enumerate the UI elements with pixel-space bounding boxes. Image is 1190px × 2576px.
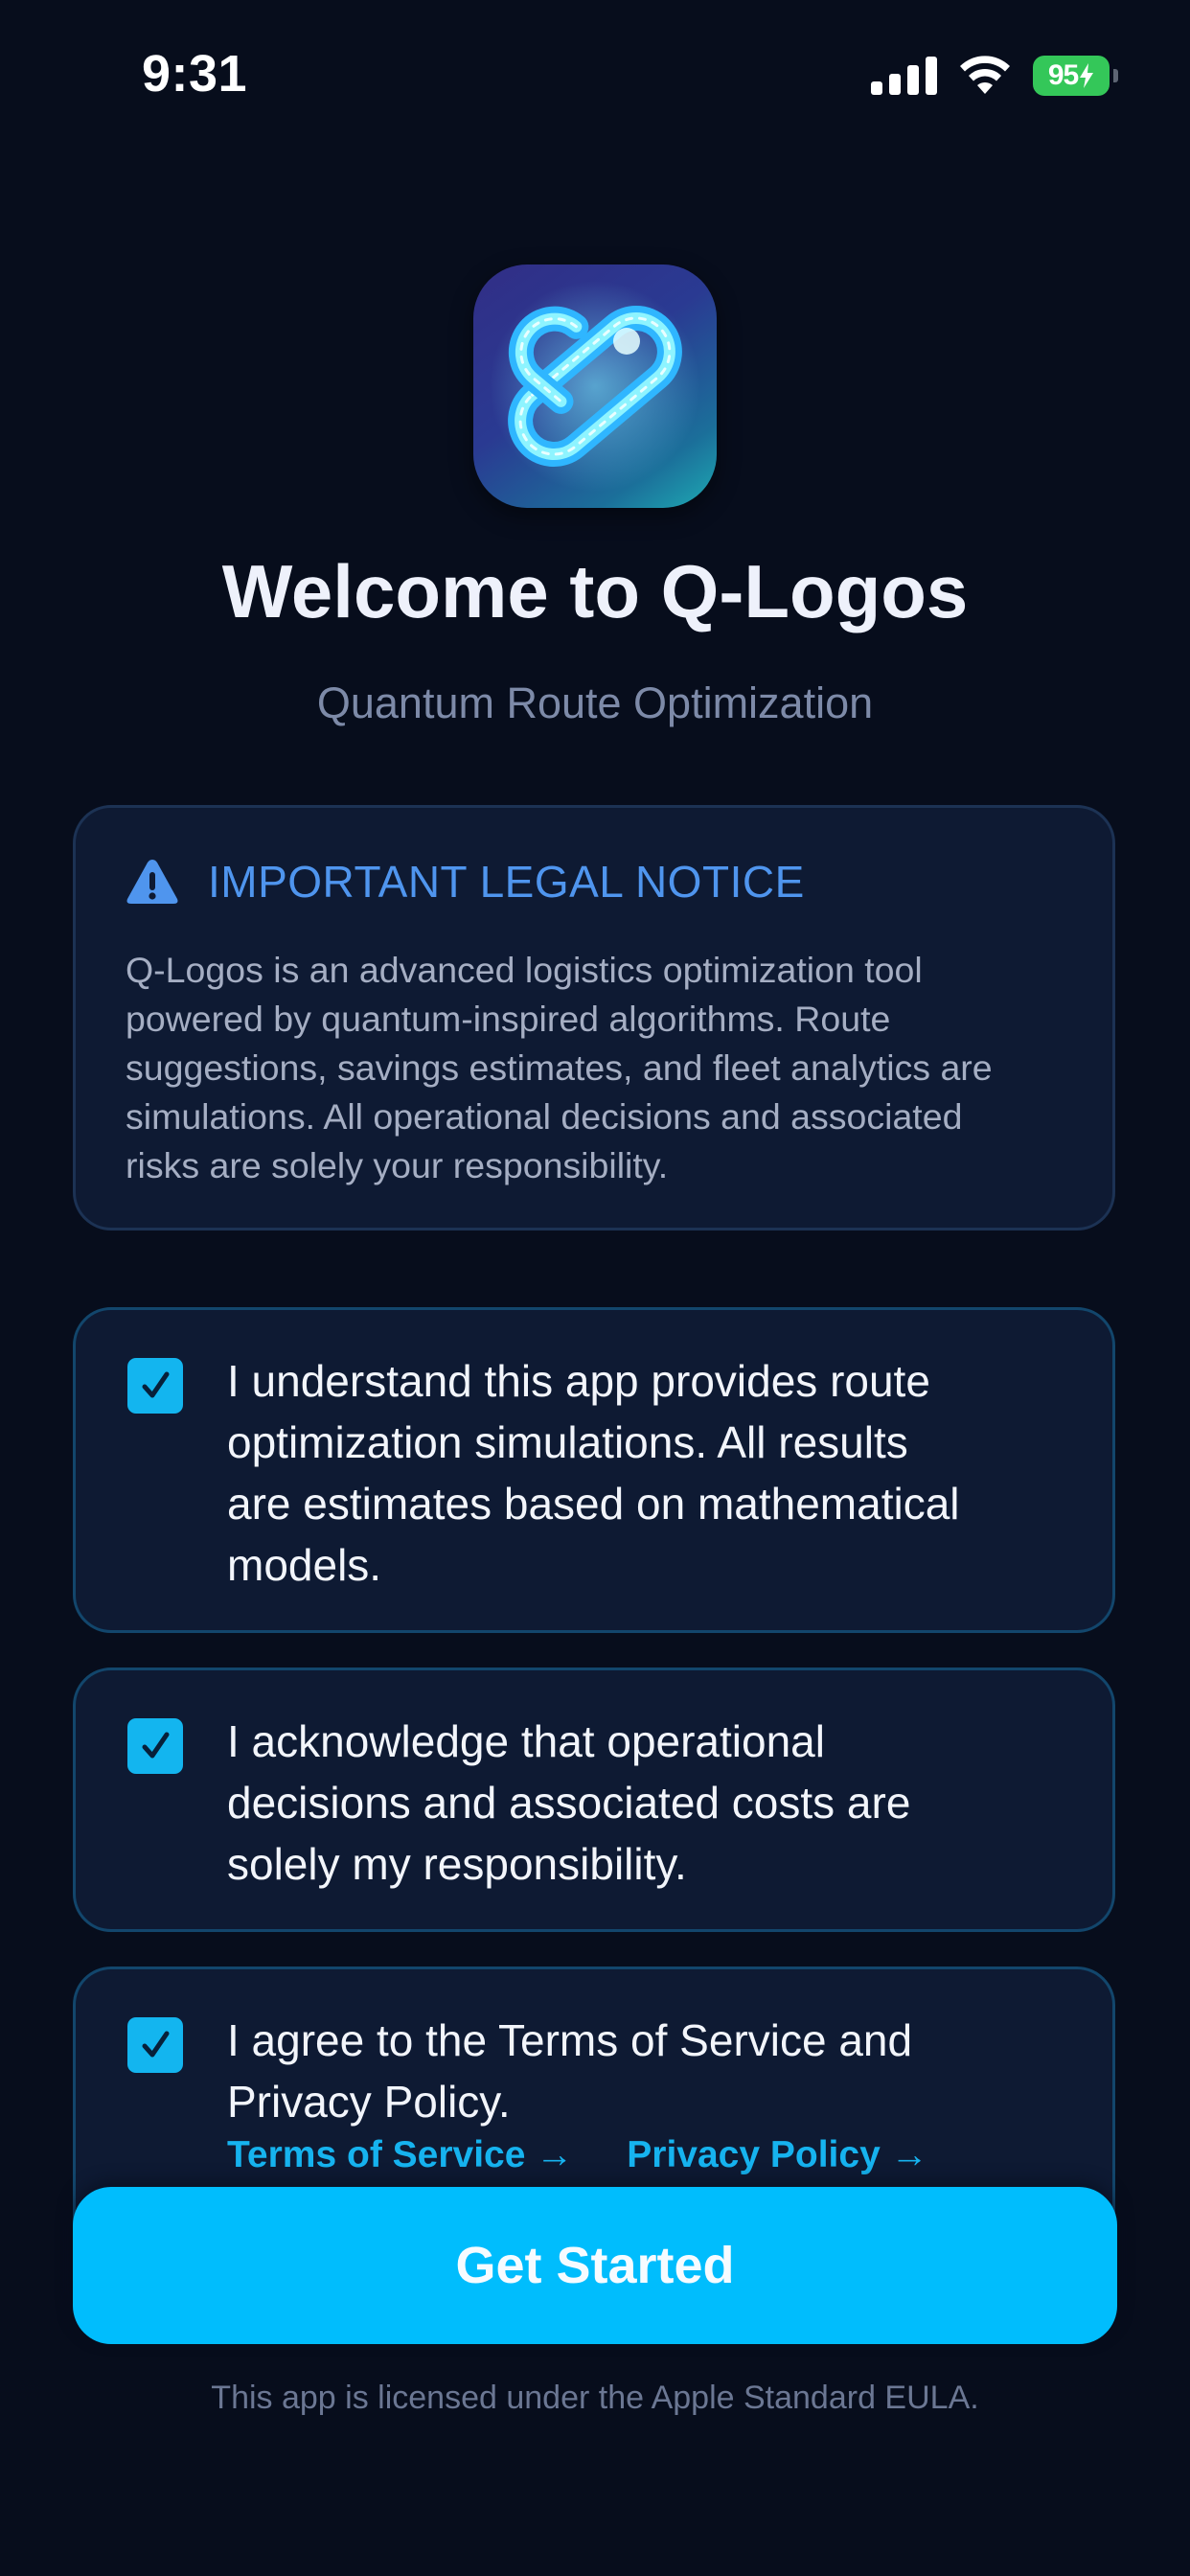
checkmark-icon: [136, 2026, 174, 2064]
page-title: Welcome to Q-Logos: [221, 549, 969, 633]
legal-notice-body: [126, 946, 1084, 1190]
legal-notice-card: [73, 805, 1115, 1230]
agreement-line: are estimates based on mathematical: [227, 1479, 960, 1529]
agreement-line: I agree to the Terms of Service and: [227, 2015, 913, 2065]
agreement-line: Privacy Policy.: [227, 2077, 511, 2127]
agreement-card-responsibility[interactable]: [73, 1668, 1115, 1932]
agreement-checkbox-terms[interactable]: [127, 2017, 183, 2073]
page-subtitle: Quantum Route Optimization: [316, 678, 874, 727]
agreement-line: models.: [227, 1540, 382, 1590]
agreement-text-terms: [227, 2010, 1070, 2132]
agreement-checkbox-responsibility[interactable]: [127, 1718, 183, 1774]
charging-bolt-icon: [1079, 63, 1094, 88]
legal-notice-line: simulations. All operational decisions and associated: [126, 1096, 963, 1137]
agreement-line: optimization simulations. All results: [227, 1417, 908, 1467]
agreement-line: solely my responsibility.: [227, 1839, 687, 1889]
terms-of-service-link[interactable]: Terms of Service →: [227, 2134, 574, 2175]
agreement-card-simulations[interactable]: [73, 1307, 1115, 1633]
status-time: 9:31: [142, 45, 248, 103]
privacy-policy-link[interactable]: Privacy Policy →: [627, 2134, 928, 2175]
eula-note: This app is licensed under the Apple Standard EULA.: [211, 2380, 979, 2416]
legal-notice-line: risks are solely your responsibility.: [126, 1145, 669, 1185]
battery-charging-icon: [1033, 56, 1110, 96]
get-started-button[interactable]: Get Started: [73, 2187, 1117, 2344]
agreement-line: decisions and associated costs are: [227, 1778, 911, 1828]
legal-notice-header: [126, 856, 805, 908]
agreement-line: I understand this app provides route: [227, 1356, 930, 1406]
legal-notice-line: powered by quantum-inspired algorithms. Route: [126, 999, 891, 1039]
agreement-text-responsibility: [227, 1711, 1070, 1895]
cellular-signal-icon: [871, 57, 937, 95]
warning-triangle-icon: [126, 858, 179, 906]
status-icons: [871, 56, 1110, 96]
status-bar: [0, 0, 1190, 153]
checkmark-icon: [136, 1727, 174, 1765]
battery-level: 95: [1047, 59, 1079, 91]
legal-notice-line: Q-Logos is an advanced logistics optimization tool: [126, 950, 923, 990]
infinity-link-logo-icon: [473, 264, 717, 508]
checkmark-icon: [136, 1367, 174, 1405]
legal-links: [227, 2134, 928, 2176]
legal-notice-line: suggestions, savings estimates, and fleet analytics are: [126, 1047, 993, 1088]
wifi-icon: [958, 56, 1012, 96]
agreement-checkbox-simulations[interactable]: [127, 1358, 183, 1414]
agreement-line: I acknowledge that operational: [227, 1716, 825, 1766]
legal-notice-title: IMPORTANT LEGAL NOTICE: [208, 857, 805, 907]
agreement-text-simulations: [227, 1350, 1070, 1596]
